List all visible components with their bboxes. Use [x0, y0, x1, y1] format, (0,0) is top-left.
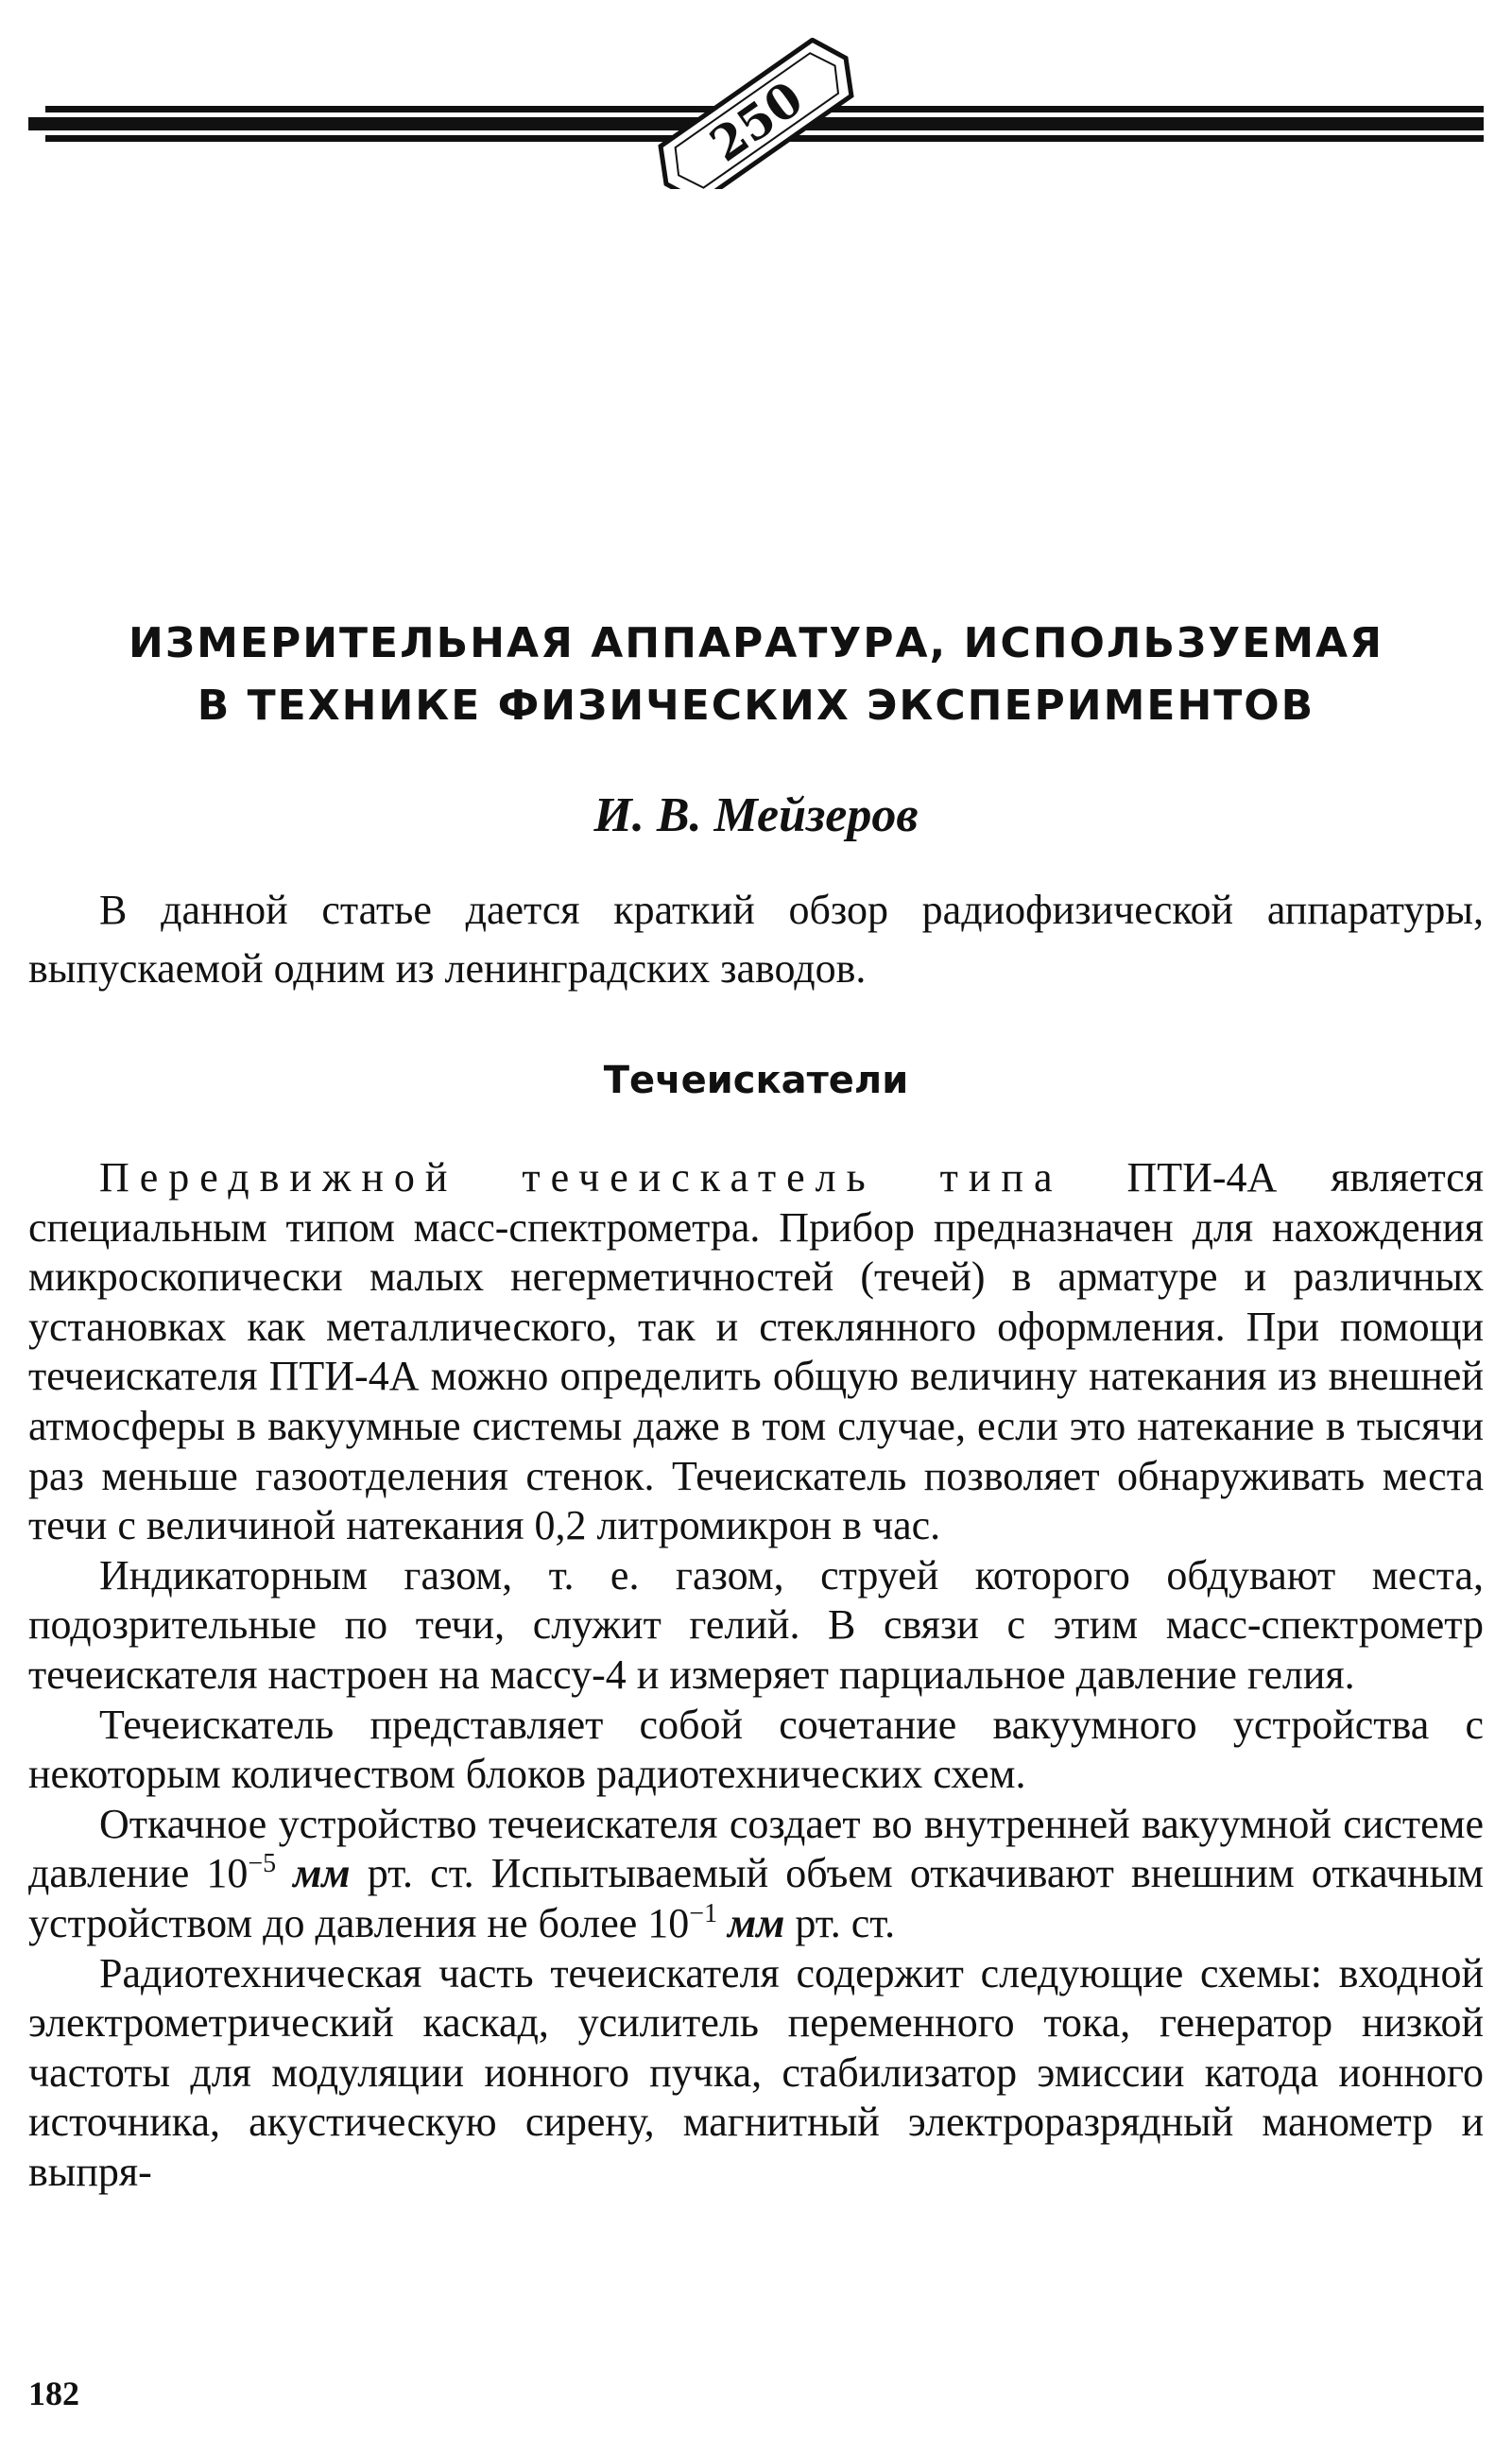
article-title-line-2: В ТЕХНИКЕ ФИЗИЧЕСКИХ ЭКСПЕРИМЕНТОВ	[197, 682, 1315, 730]
paragraph-1-spaced-connector: типа	[875, 1154, 1127, 1201]
paragraph-2: Индикаторным газом, т. е. газом, струей которого обдувают места, подозрительные по течи, служит гелий. В связи с этим масс-спектрометр течеискателя настроен на массу-4 и измеряет парциальное давление гелия.	[28, 1551, 1484, 1698]
paragraph-4-text-a: Откачное устройство течеискателя создает во внутренней вакуумной системе давление 10	[28, 1800, 1484, 1897]
paragraph-4-text-c: рт. ст.	[784, 1899, 896, 1946]
header-rules-graphic	[28, 38, 1484, 189]
page-number: 182	[28, 2375, 79, 2412]
paragraph-1-model: ПТИ-4А	[1126, 1154, 1278, 1201]
paragraph-1-text: является специальным типом масс-спектрометра. Прибор предназначен для нахождения микроскопически малых негерметичностей (течей) в арматуре и различных установках как металлического, так и стеклянного оформления. При помощи течеискателя ПТИ-4А можно определить общую величину натекания из внешней атмосферы в вакуумные системы даже в том случае, если это натекание в тысячи раз меньше газоотделения стенок. Течеискатель позволяет обнаруживать места течи с величиной натекания 0,2 литромикрон в час.	[28, 1154, 1484, 1549]
paragraph-4	[28, 1800, 1484, 1949]
page-badge-number: 250	[699, 70, 813, 173]
pressure-unit-1: мм	[293, 1850, 351, 1897]
paragraph-4-text-b: рт. ст. Испытываемый объем откачивают внешним откачным устройством до давления не более 10	[28, 1850, 1484, 1946]
pressure-unit-2: мм	[728, 1899, 785, 1946]
pressure-exponent-1: −5	[248, 1849, 277, 1879]
abstract-text: В данной статье дается краткий обзор радиофизической аппаратуры, выпускаемой одним из ленинградских заводов.	[28, 887, 1484, 992]
article-author: И. В. Мейзеров	[593, 788, 919, 842]
page-badge	[646, 38, 865, 189]
paragraph-5: Радиотехническая часть течеискателя содержит следующие схемы: входной электрометрический каскад, усилитель переменного тока, генератор низкой частоты для модуляции ионного пучка, стабилизатор эмиссии катода ионного источника, акустическую сирену, магнитный электроразрядный манометр и выпря-	[28, 1949, 1484, 2195]
paragraph-1	[28, 1153, 1484, 1551]
paragraph-3: Течеискатель представляет собой сочетание вакуумного устройства с некоторым количеством блоков радиотехнических схем.	[28, 1701, 1484, 1798]
article-body	[28, 1153, 1484, 2197]
article-abstract	[28, 881, 1484, 998]
article-title-line-1: ИЗМЕРИТЕЛЬНАЯ АППАРАТУРА, ИСПОЛЬЗУЕМАЯ	[129, 619, 1383, 667]
article-title	[57, 613, 1455, 737]
section-heading: Течеискатели	[603, 1059, 909, 1102]
paragraph-1-spaced-term: Передвижной течеискатель	[99, 1154, 876, 1201]
decorative-header-band	[28, 38, 1484, 189]
pressure-exponent-2: −1	[689, 1898, 718, 1928]
